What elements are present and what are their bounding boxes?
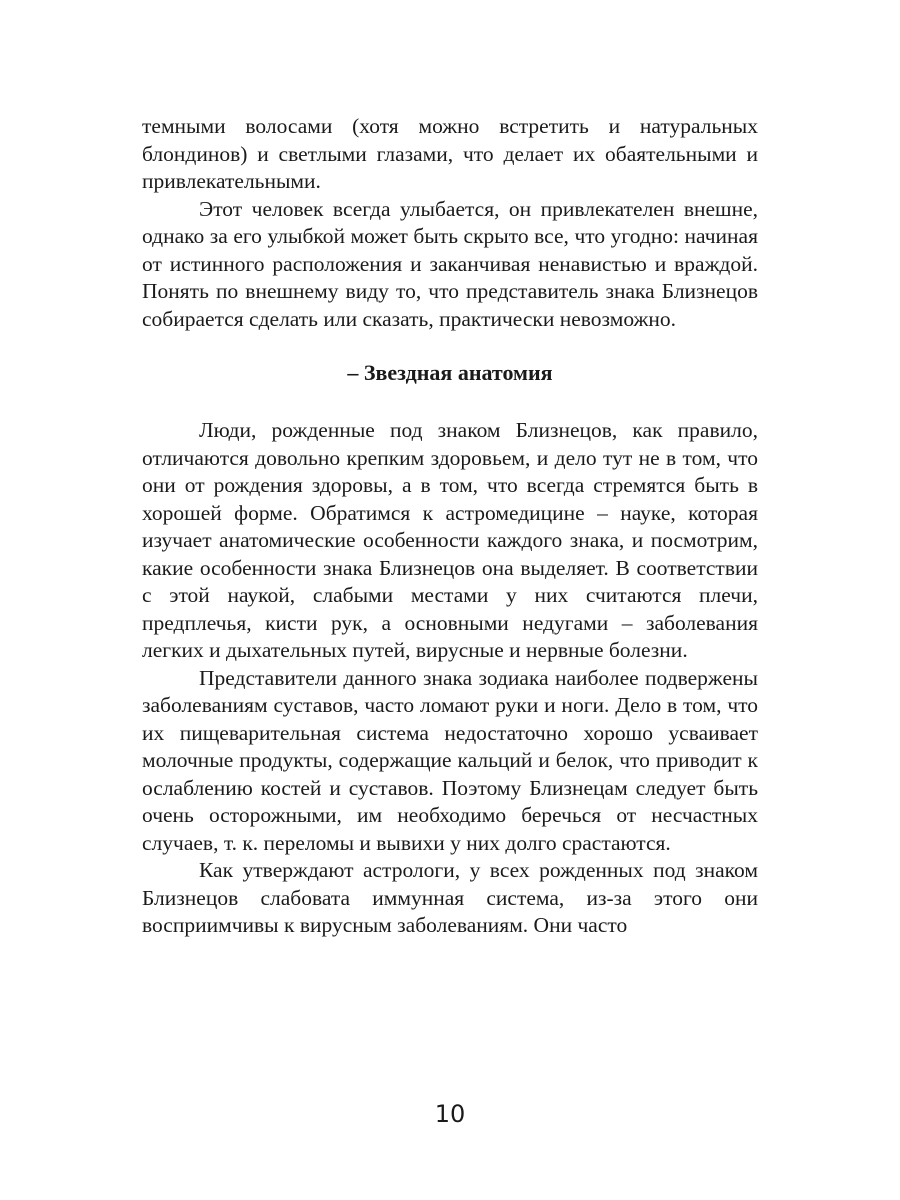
paragraph: Люди, рожденные под знаком Близнецов, как правило, отличаются довольно крепким здоровьем, и дело тут не в том, что они от рождения здоровы, а в том, что всегда стремятся быть в хорошей форме. Обратимся к астромедицине – науке, которая изучает анатомические особенности каждого знака, и посмотрим, какие особенности знака Близнецов она выделяет. В соответствии с этой наукой, слабыми местами у них считаются плечи, предплечья, кисти рук, а основными недугами – заболевания легких и дыхательных путей, вирусные и нервные болезни. (142, 418, 758, 662)
page-body (142, 113, 758, 940)
paragraph: Как утверждают астрологи, у всех рожденных под знаком Близнецов слабовата иммунная система, из-за этого они восприимчивы к вирусным заболеваниям. Они часто (142, 858, 758, 937)
paragraph: темными волосами (хотя можно встретить и натуральных блондинов) и светлыми глазами, что делает их обаятельными и привлекательными. (142, 114, 758, 193)
section-title: – Звездная анатомия (347, 360, 553, 385)
paragraph: Представители данного знака зодиака наиболее подвержены заболеваниям суставов, часто ломают руки и ноги. Дело в том, что их пищеварительная система недостаточно хорошо усваивает молочные продукты, содержащие кальций и белок, что приводит к ослаблению костей и суставов. Поэтому Близнецам следует быть очень осторожными, им необходимо беречься от несчастных случаев, т. к. переломы и вывихи у них долго срастаются. (142, 665, 758, 855)
page-number: 10 (434, 1100, 466, 1128)
paragraph: Этот человек всегда улыбается, он привлекателен внешне, однако за его улыбкой может быть скрыто все, что угодно: начиная от истинного расположения и заканчивая ненавистью и враждой. Понять по внешнему виду то, что представитель знака Близнецов собирается сделать или сказать, практически невозможно. (142, 196, 758, 331)
